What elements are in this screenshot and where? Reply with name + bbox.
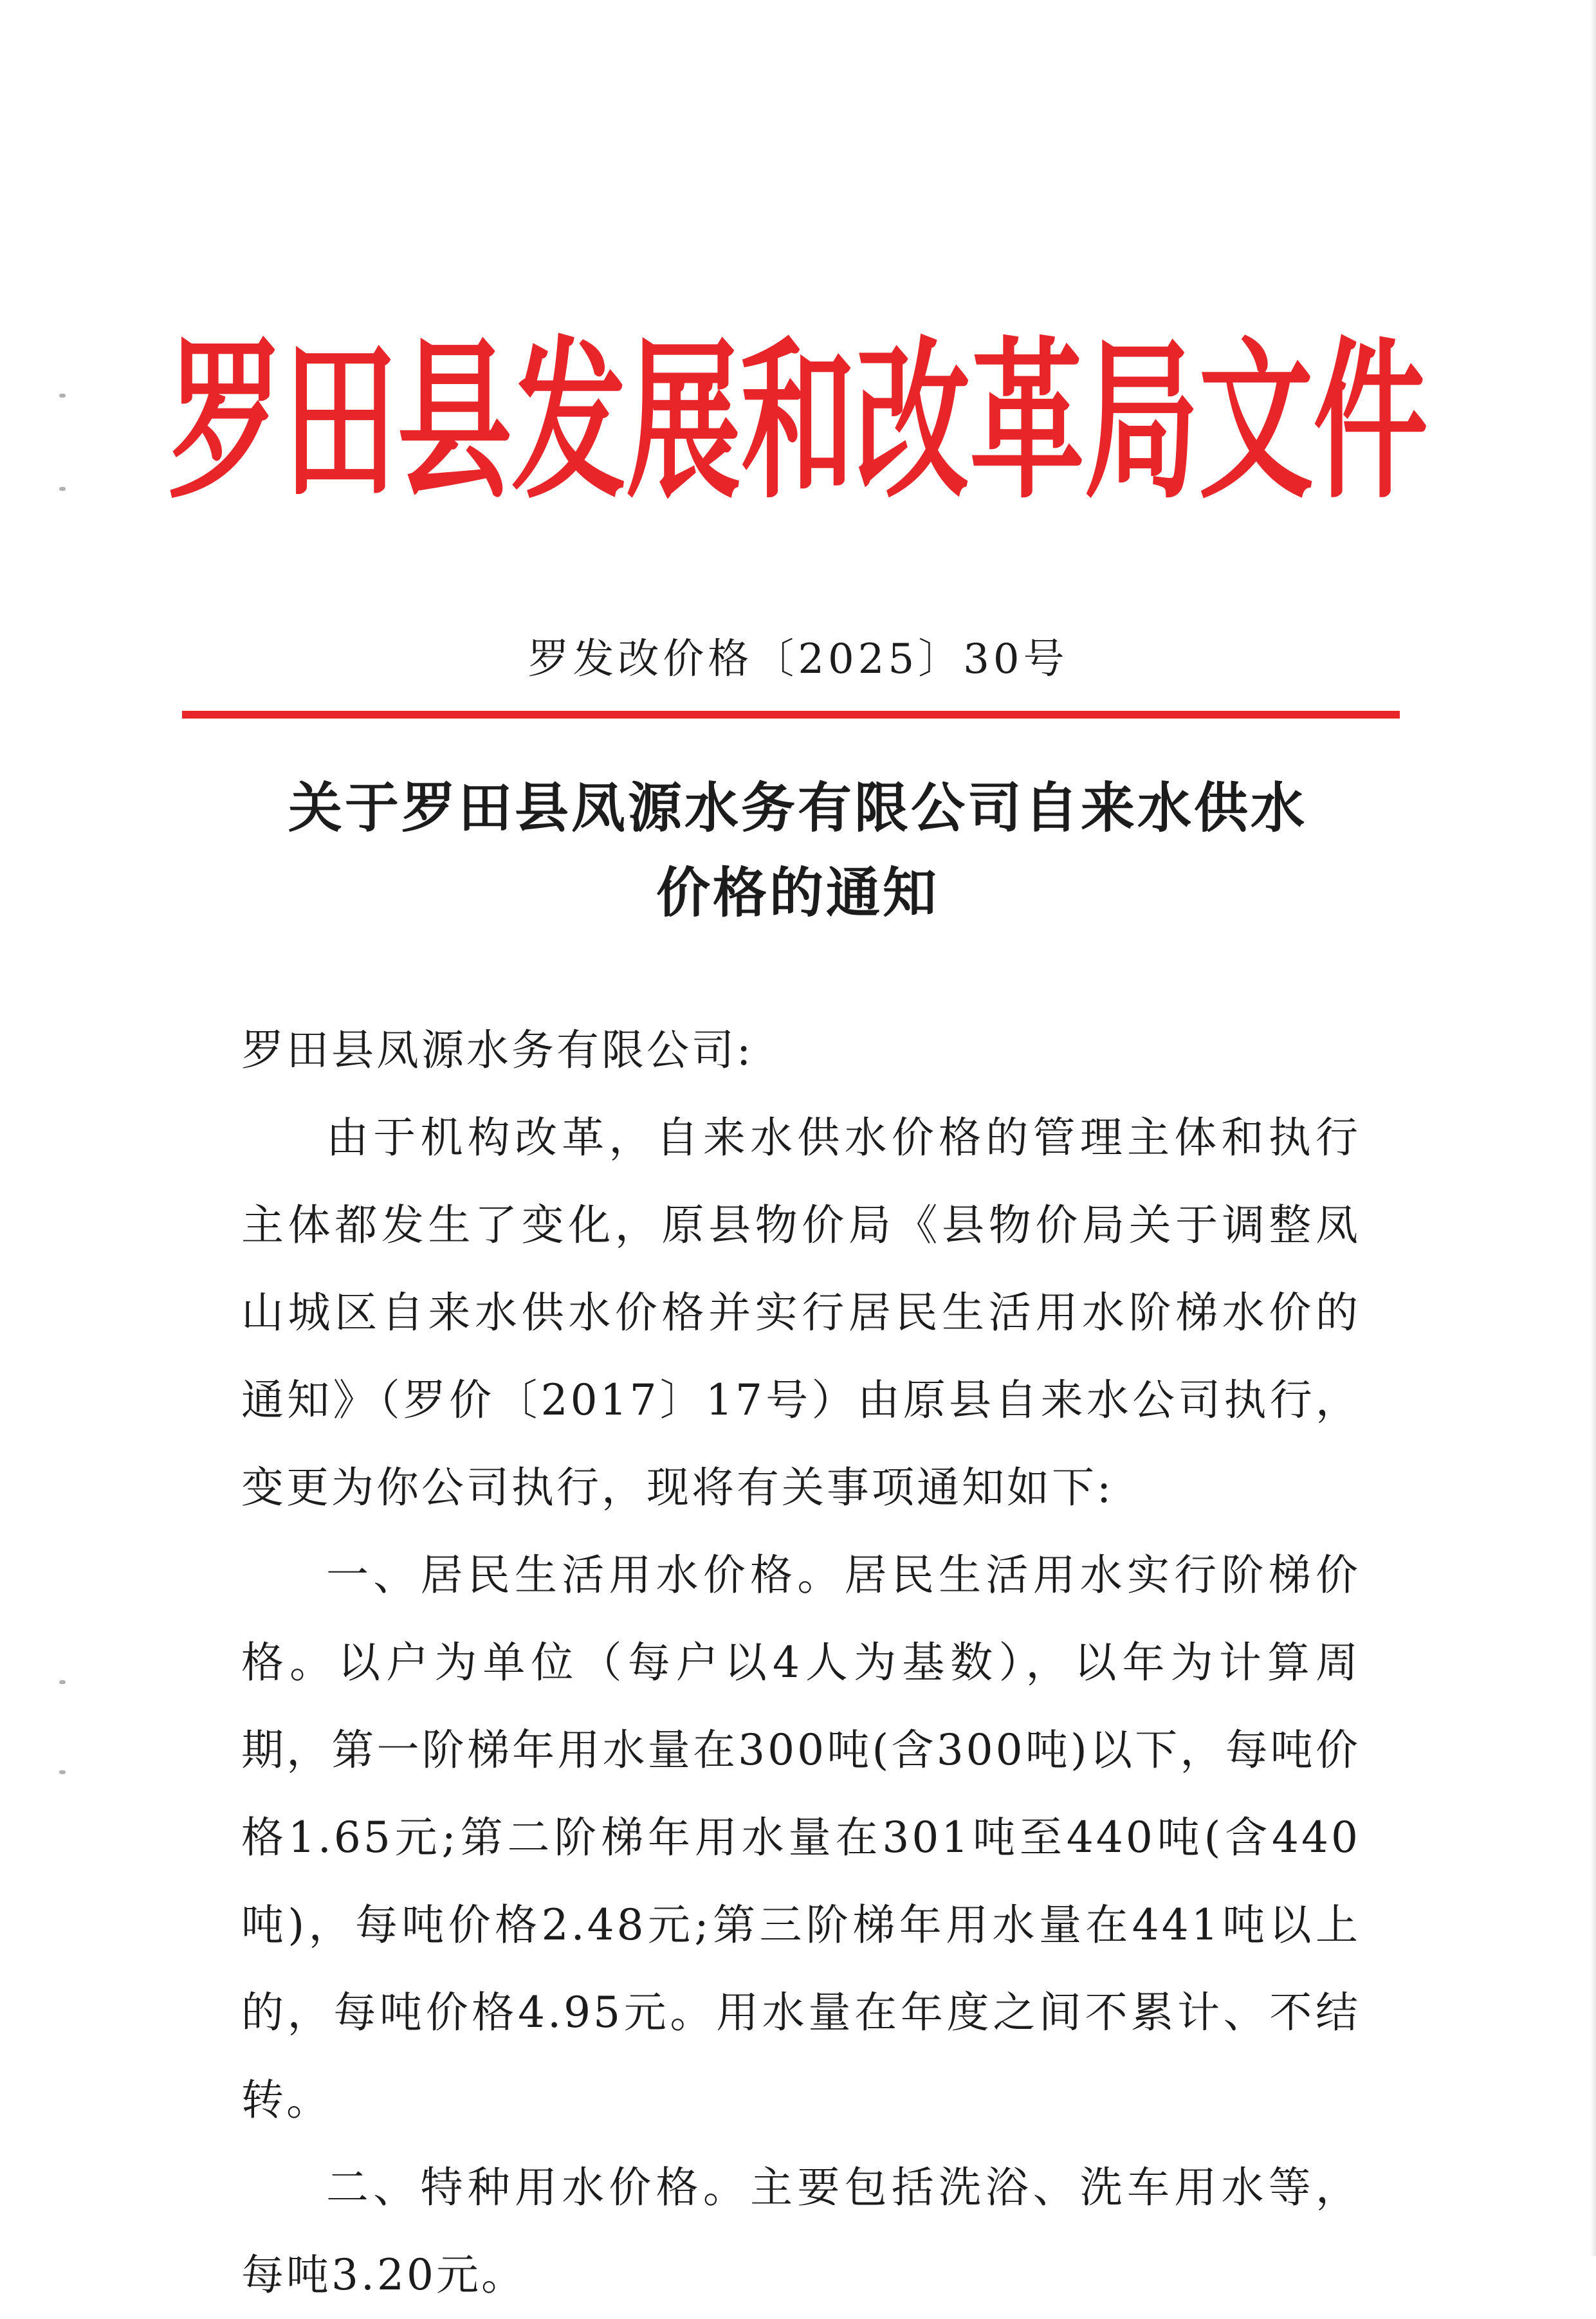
title-line-1: 关于罗田县凤源水务有限公司自来水供水 — [288, 776, 1307, 839]
scan-mark — [59, 487, 66, 491]
masthead-title: 罗田县发展和改革局文件 — [168, 320, 1428, 522]
paragraph-intro: 由于机构改革，自来水供水价格的管理主体和执行主体都发生了变化，原县物价局《县物价局关于调整凤山城区自来水供水价格并实行居民生活用水阶梯水价的通知》（罗价〔2017〕17号）由原县自来水公司执行，变更为你公司执行，现将有关事项通知如下: — [241, 1113, 1361, 1512]
document-number: 罗发改价格〔2025〕30号 — [527, 636, 1069, 683]
page-edge — [1590, 0, 1596, 2256]
red-divider-line — [182, 711, 1400, 719]
scan-mark — [59, 394, 66, 398]
salutation: 罗田县凤源水务有限公司: — [241, 1025, 754, 1075]
document-masthead — [168, 315, 1428, 527]
scan-mark — [59, 1680, 66, 1684]
paragraph-special-price: 二、特种用水价格。主要包括洗浴、洗车用水等，每吨3.20元。 — [241, 2163, 1361, 2300]
notice-body — [241, 1007, 1361, 2319]
scan-mark — [59, 1770, 66, 1774]
title-line-2: 价格的通知 — [656, 861, 939, 924]
notice-title — [154, 765, 1441, 935]
paragraph-residential-price: 一、居民生活用水价格。居民生活用水实行阶梯价格。以户为单位（每户以4人为基数），以年为计算周期，第一阶梯年用水量在300吨(含300吨)以下，每吨价格1.65元;第二阶梯年用水量在301吨至440吨(含440吨)，每吨价格2.48元;第三阶梯年用水量在441吨以上的，每吨价格4.95元。用水量在年度之间不累计、不结转。 — [241, 1550, 1361, 2125]
